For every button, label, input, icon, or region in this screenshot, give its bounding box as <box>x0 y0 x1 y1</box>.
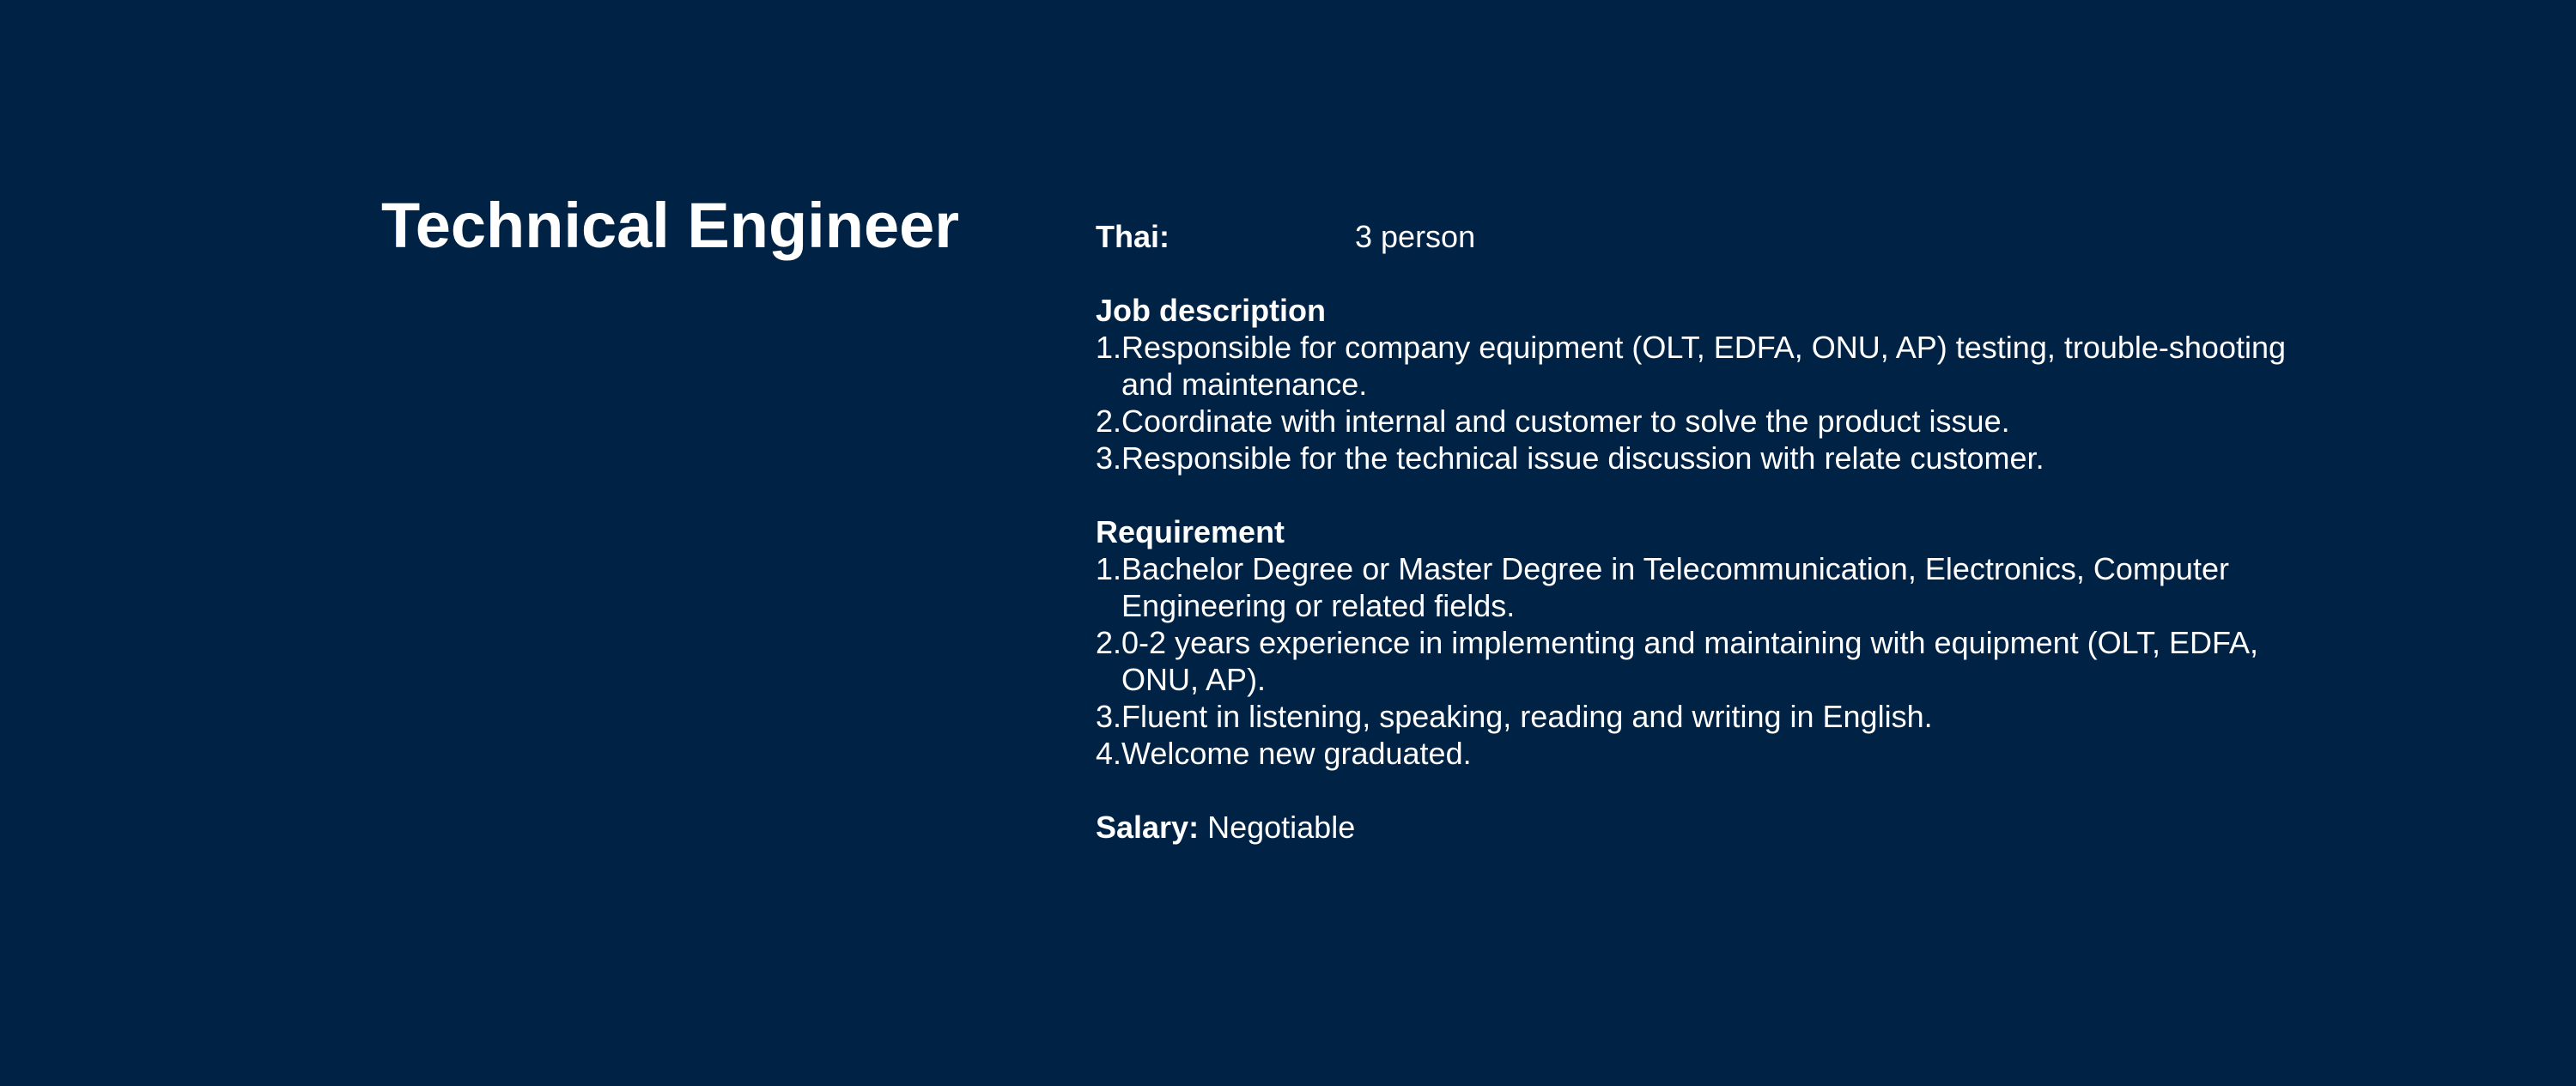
item-text: Fluent in listening, speaking, reading and writing in English. <box>1121 699 1933 734</box>
location-label: Thai: <box>1096 219 1170 254</box>
list-item <box>1096 735 2332 772</box>
list-item <box>1096 440 2332 476</box>
list-item <box>1096 550 2332 624</box>
item-number: 2. <box>1096 625 1122 660</box>
list-item <box>1096 698 2332 735</box>
job-description-list <box>1096 329 2332 476</box>
item-number: 3. <box>1096 440 1122 476</box>
item-text: 0-2 years experience in implementing and maintaining with equipment (OLT, EDFA, ONU, AP). <box>1121 625 2259 697</box>
salary-value: Negotiable <box>1207 810 1356 845</box>
item-number: 2. <box>1096 403 1122 439</box>
salary-label: Salary: <box>1096 810 1200 845</box>
item-text: Bachelor Degree or Master Degree in Telecommunication, Electronics, Computer Engineering or related fields. <box>1121 551 2229 623</box>
item-number: 1. <box>1096 551 1122 586</box>
item-number: 1. <box>1096 330 1122 365</box>
salary-row <box>1096 809 2332 846</box>
job-description-heading: Job description <box>1096 293 1327 328</box>
item-text: Coordinate with internal and customer to solve the product issue. <box>1121 403 2010 439</box>
item-number: 4. <box>1096 736 1122 771</box>
requirement-heading: Requirement <box>1096 514 1285 549</box>
item-text: Responsible for the technical issue discussion with relate customer. <box>1121 440 2044 476</box>
list-item <box>1096 403 2332 440</box>
item-text: Responsible for company equipment (OLT, EDFA, ONU, AP) testing, trouble-shooting and maintenance. <box>1121 330 2287 402</box>
item-text: Welcome new graduated. <box>1121 736 1472 771</box>
headcount-value: 3 person <box>1355 219 1476 254</box>
job-title: Technical Engineer <box>381 190 960 261</box>
requirement-list <box>1096 550 2332 772</box>
location-row <box>1096 218 2332 255</box>
list-item <box>1096 624 2332 698</box>
item-number: 3. <box>1096 699 1122 734</box>
list-item <box>1096 329 2332 403</box>
job-details <box>1096 218 2332 846</box>
